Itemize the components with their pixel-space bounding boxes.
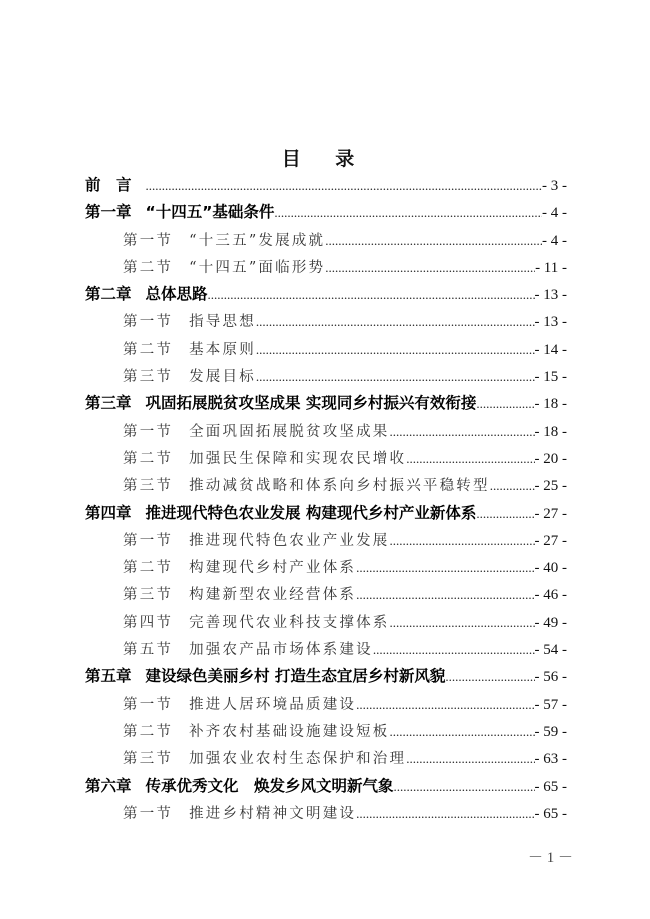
entry-title: 加强农业农村生态保护和治理 bbox=[189, 751, 407, 768]
entry-title: 基本原则 bbox=[189, 341, 256, 358]
dot-leader bbox=[406, 745, 534, 772]
entry-page-number: - 13 - bbox=[534, 314, 567, 331]
dot-leader bbox=[390, 718, 535, 745]
toc-section-entry[interactable] bbox=[85, 445, 567, 472]
entry-title: 构建现代乡村产业体系 bbox=[189, 560, 357, 577]
entry-title: 巩固拓展脱贫攻坚成果 实现同乡村振兴有效衔接 bbox=[145, 394, 477, 413]
toc-section-entry[interactable] bbox=[85, 581, 567, 608]
entry-page-number: - 20 - bbox=[534, 450, 567, 467]
entry-title: 推进乡村精神文明建设 bbox=[189, 805, 357, 822]
toc-section-entry[interactable] bbox=[85, 227, 567, 254]
entry-number: 第三章 bbox=[85, 394, 132, 413]
toc-section-entry[interactable] bbox=[85, 308, 567, 335]
entry-page-number: - 25 - bbox=[534, 478, 567, 495]
entry-title: 补齐农村基础设施建设短板 bbox=[189, 723, 390, 740]
toc-section-entry[interactable] bbox=[85, 472, 567, 499]
toc-section-entry[interactable] bbox=[85, 554, 567, 581]
entry-number: 第一章 bbox=[85, 203, 132, 222]
dot-leader bbox=[406, 445, 534, 472]
entry-page-number: - 3 - bbox=[542, 178, 567, 194]
toc-section-entry[interactable] bbox=[85, 691, 567, 718]
entry-number: 第一节 bbox=[123, 314, 174, 331]
entry-number: 第二节 bbox=[123, 723, 174, 740]
entry-title: 推进现代特色农业产业发展 bbox=[189, 532, 390, 549]
entry-number: 第四章 bbox=[85, 503, 132, 522]
entry-page-number: - 57 - bbox=[534, 696, 567, 713]
dot-leader bbox=[356, 691, 534, 718]
entry-page-number: - 63 - bbox=[534, 751, 567, 768]
dot-leader bbox=[256, 336, 535, 363]
entry-title: 传承优秀文化 焕发乡风文明新气象 bbox=[145, 776, 394, 795]
entry-title: 完善现代农业科技支撑体系 bbox=[189, 614, 390, 631]
entry-number: 第一节 bbox=[123, 423, 174, 440]
dot-leader bbox=[373, 636, 535, 663]
entry-number: 第五节 bbox=[123, 642, 174, 659]
entry-number: 第三节 bbox=[123, 369, 174, 386]
toc-section-entry[interactable] bbox=[85, 418, 567, 445]
entry-title: 加强民生保障和实现农民增收 bbox=[189, 450, 407, 467]
entry-page-number: - 18 - bbox=[534, 396, 567, 413]
entry-page-number: - 4 - bbox=[542, 205, 567, 222]
dot-leader bbox=[476, 500, 534, 527]
entry-title: 总体思路 bbox=[145, 285, 208, 304]
dot-leader bbox=[390, 609, 535, 636]
entry-page-number: - 11 - bbox=[535, 259, 567, 276]
entry-title: “十四五”面临形势 bbox=[189, 259, 326, 276]
dot-leader bbox=[356, 554, 534, 581]
entry-title: 推进现代特色农业发展 构建现代乡村产业新体系 bbox=[145, 503, 477, 522]
entry-page-number: - 27 - bbox=[534, 532, 567, 549]
entry-page-number: - 56 - bbox=[534, 669, 567, 686]
toc-chapter-entry[interactable] bbox=[85, 199, 567, 226]
entry-page-number: - 27 - bbox=[534, 505, 567, 522]
entry-number: 前 言 bbox=[85, 176, 132, 194]
entry-number: 第四节 bbox=[123, 614, 174, 631]
toc-section-entry[interactable] bbox=[85, 718, 567, 745]
toc-section-entry[interactable] bbox=[85, 363, 567, 390]
entry-number: 第二章 bbox=[85, 285, 132, 304]
entry-page-number: - 54 - bbox=[534, 642, 567, 659]
toc-section-entry[interactable] bbox=[85, 609, 567, 636]
dot-leader bbox=[476, 390, 534, 417]
dot-leader bbox=[445, 663, 534, 690]
entry-title: 推动减贫战略和体系向乡村振兴平稳转型 bbox=[189, 478, 490, 495]
entry-title: 构建新型农业经营体系 bbox=[189, 587, 357, 604]
toc-section-entry[interactable] bbox=[85, 254, 567, 281]
dot-leader bbox=[208, 281, 535, 308]
entry-page-number: - 49 - bbox=[534, 614, 567, 631]
entry-page-number: - 59 - bbox=[534, 723, 567, 740]
toc-chapter-entry[interactable] bbox=[85, 773, 567, 800]
toc-section-entry[interactable] bbox=[85, 527, 567, 554]
entry-page-number: - 13 - bbox=[534, 287, 567, 304]
page-number-footer: － 1 － bbox=[528, 850, 574, 866]
entry-title: 推进人居环境品质建设 bbox=[189, 696, 357, 713]
toc-chapter-entry[interactable] bbox=[85, 390, 567, 417]
dot-leader bbox=[390, 527, 535, 554]
entry-number: 第三节 bbox=[123, 751, 174, 768]
dot-leader bbox=[325, 254, 535, 281]
entry-page-number: - 4 - bbox=[542, 232, 567, 249]
entry-title: 建设绿色美丽乡村 打造生态宜居乡村新风貌 bbox=[145, 667, 446, 686]
entry-number: 第三节 bbox=[123, 478, 174, 495]
entry-title: “十三五”发展成就 bbox=[189, 232, 326, 249]
entry-page-number: - 65 - bbox=[534, 805, 567, 822]
entry-number: 第一节 bbox=[123, 696, 174, 713]
entry-page-number: - 40 - bbox=[534, 560, 567, 577]
dot-leader bbox=[274, 199, 542, 226]
entry-title: “十四五”基础条件 bbox=[145, 203, 275, 222]
entry-page-number: - 46 - bbox=[534, 587, 567, 604]
toc-chapter-entry[interactable] bbox=[85, 663, 567, 690]
entry-title: 加强农产品市场体系建设 bbox=[189, 642, 373, 659]
toc-chapter-entry[interactable] bbox=[85, 500, 567, 527]
dot-leader bbox=[356, 581, 534, 608]
entry-page-number: - 15 - bbox=[534, 369, 567, 386]
entry-page-number: - 14 - bbox=[534, 341, 567, 358]
dot-leader bbox=[356, 800, 534, 827]
entry-number: 第二节 bbox=[123, 450, 174, 467]
toc-chapter-entry[interactable] bbox=[85, 281, 567, 308]
toc-chapter-entry[interactable] bbox=[85, 172, 567, 199]
entry-number: 第三节 bbox=[123, 587, 174, 604]
dot-leader bbox=[256, 308, 535, 335]
entry-number: 第五章 bbox=[85, 667, 132, 686]
toc-title: 目 录 bbox=[281, 148, 369, 170]
toc-section-entry[interactable] bbox=[85, 336, 567, 363]
toc-section-entry[interactable] bbox=[85, 636, 567, 663]
dot-leader bbox=[256, 363, 535, 390]
entry-number: 第二节 bbox=[123, 259, 174, 276]
dot-leader bbox=[146, 172, 542, 199]
dot-leader bbox=[390, 418, 535, 445]
dot-leader bbox=[394, 773, 535, 800]
entry-number: 第二节 bbox=[123, 560, 174, 577]
entry-number: 第二节 bbox=[123, 341, 174, 358]
toc-section-entry[interactable] bbox=[85, 745, 567, 772]
table-of-contents bbox=[85, 172, 567, 827]
entry-page-number: - 18 - bbox=[534, 423, 567, 440]
entry-title: 指导思想 bbox=[189, 314, 256, 331]
dot-leader bbox=[490, 472, 535, 499]
toc-section-entry[interactable] bbox=[85, 800, 567, 827]
entry-number: 第一节 bbox=[123, 532, 174, 549]
entry-number: 第六章 bbox=[85, 776, 132, 795]
entry-title: 发展目标 bbox=[189, 369, 256, 386]
dot-leader bbox=[325, 227, 542, 254]
entry-number: 第一节 bbox=[123, 805, 174, 822]
entry-number: 第一节 bbox=[123, 232, 174, 249]
entry-title: 全面巩固拓展脱贫攻坚成果 bbox=[189, 423, 390, 440]
entry-page-number: - 65 - bbox=[534, 778, 567, 795]
